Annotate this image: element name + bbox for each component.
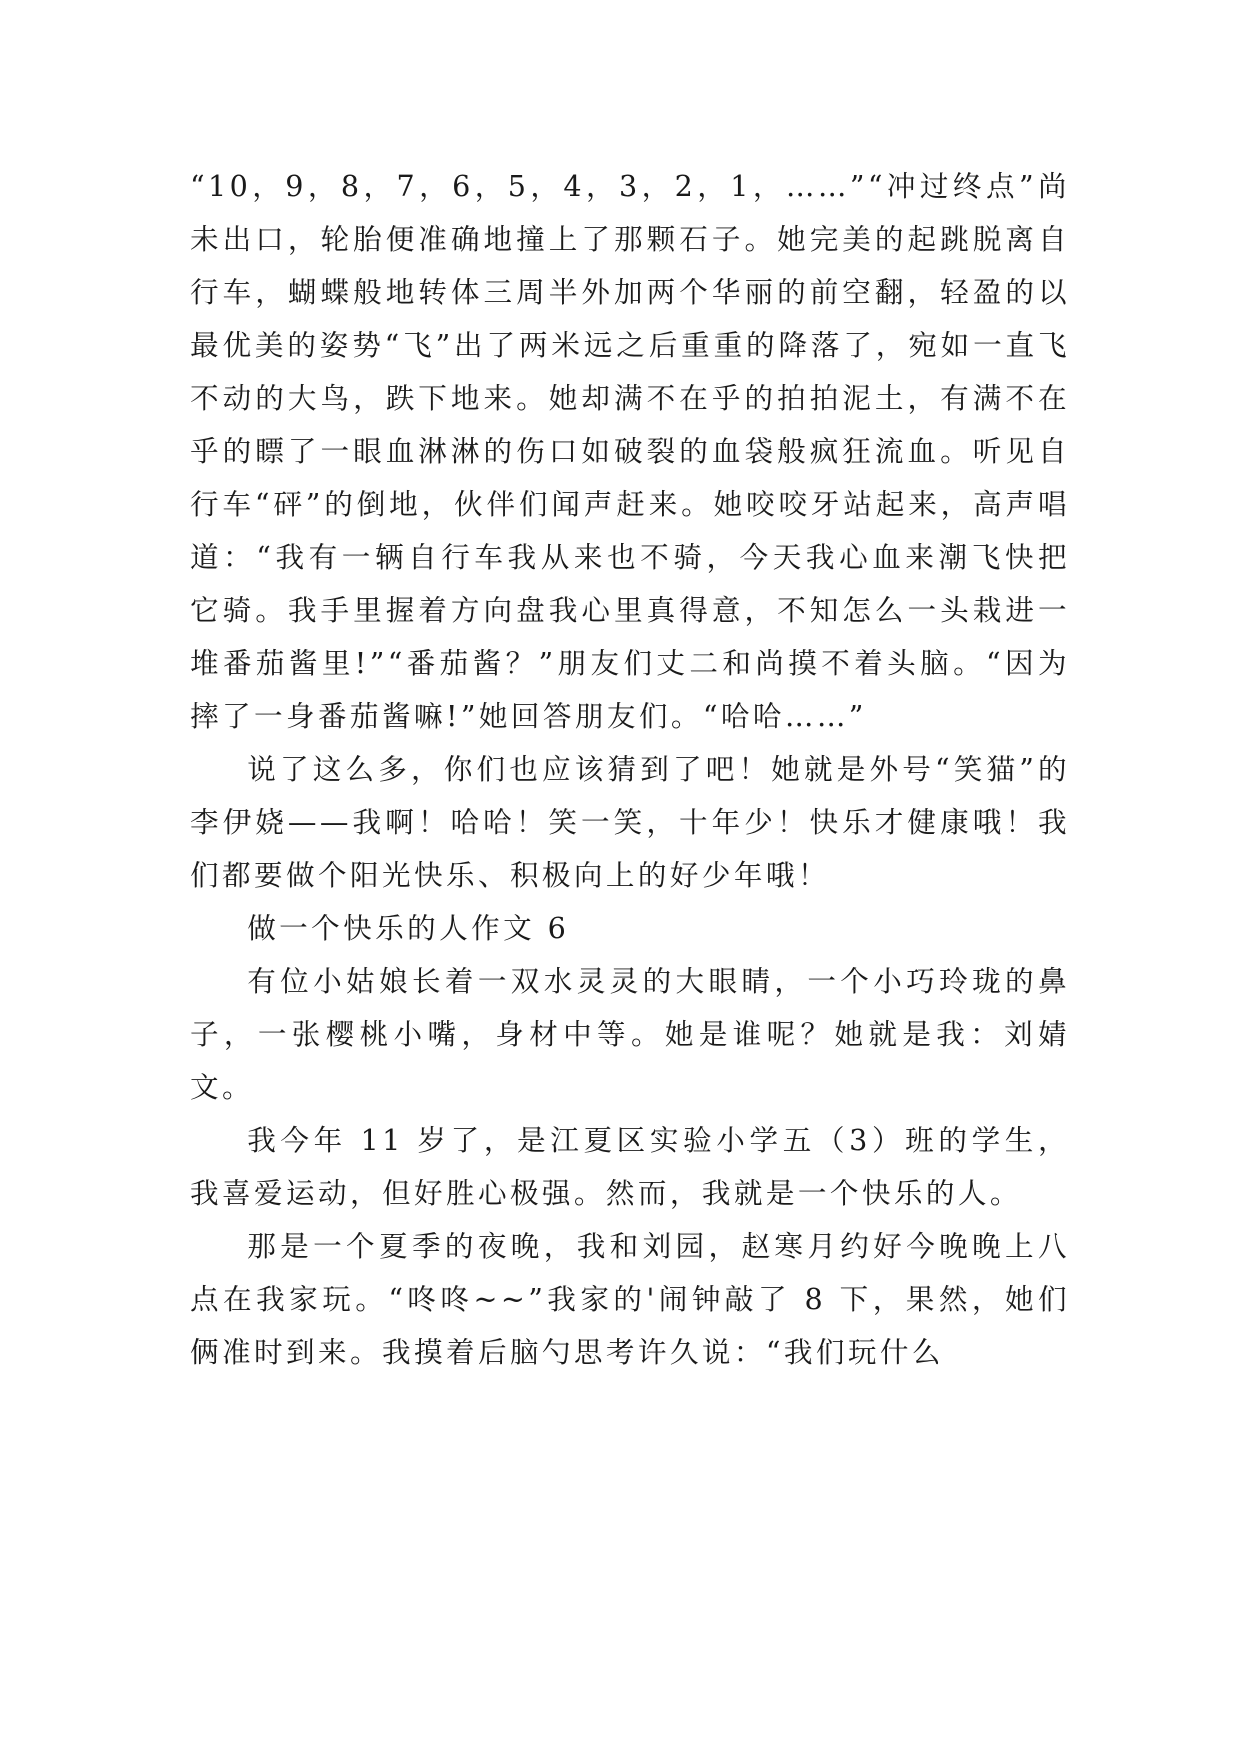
paragraph-bike-story: “10，9，8，7，6，5，4，3，2，1，……”“冲过终点”尚未出口，轮胎便准确地撞上了那颗石子。她完美的起跳脱离自行车，蝴蝶般地转体三周半外加两个华丽的前空翻，轻盈的以最优美的姿势“飞”出了两米远之后重重的降落了，宛如一直飞不动的大鸟，跌下地来。她却满不在乎的拍拍泥土，有满不在乎的瞟了一眼血淋淋的伤口如破裂的血袋般疯狂流血。听见自行车“砰”的倒地，伙伴们闻声赶来。她咬咬牙站起来，高声唱道：“我有一辆自行车我从来也不骑，今天我心血来潮飞快把它骑。我手里握着方向盘我心里真得意，不知怎么一头栽进一堆番茄酱里!”“番茄酱？”朋友们丈二和尚摸不着头脑。“因为摔了一身番茄酱嘛!”她回答朋友们。“哈哈……”	[190, 169, 1070, 733]
essay-heading: 做一个快乐的人作文 6	[247, 911, 570, 945]
paragraph-introduction: 我今年 11 岁了，是江夏区实验小学五（3）班的学生，我喜爱运动，但好胜心极强。然而，我就是一个快乐的人。	[190, 1123, 1070, 1210]
document-body	[190, 160, 1070, 1379]
paragraph-summer-night: 那是一个夏季的夜晚，我和刘园，赵寒月约好今晚晚上八点在我家玩。“咚咚~~”我家的'闹钟敲了 8 下，果然，她们俩准时到来。我摸着后脑勺思考许久说：“我们玩什么	[190, 1229, 1070, 1369]
paragraph-conclusion: 说了这么多，你们也应该猜到了吧！她就是外号“笑猫”的李伊娆——我啊！哈哈！笑一笑，十年少！快乐才健康哦！我们都要做个阳光快乐、积极向上的好少年哦！	[190, 752, 1070, 892]
paragraph-self-description: 有位小姑娘长着一双水灵灵的大眼睛，一个小巧玲珑的鼻子，一张樱桃小嘴，身材中等。她是谁呢？她就是我：刘婧文。	[190, 964, 1070, 1104]
